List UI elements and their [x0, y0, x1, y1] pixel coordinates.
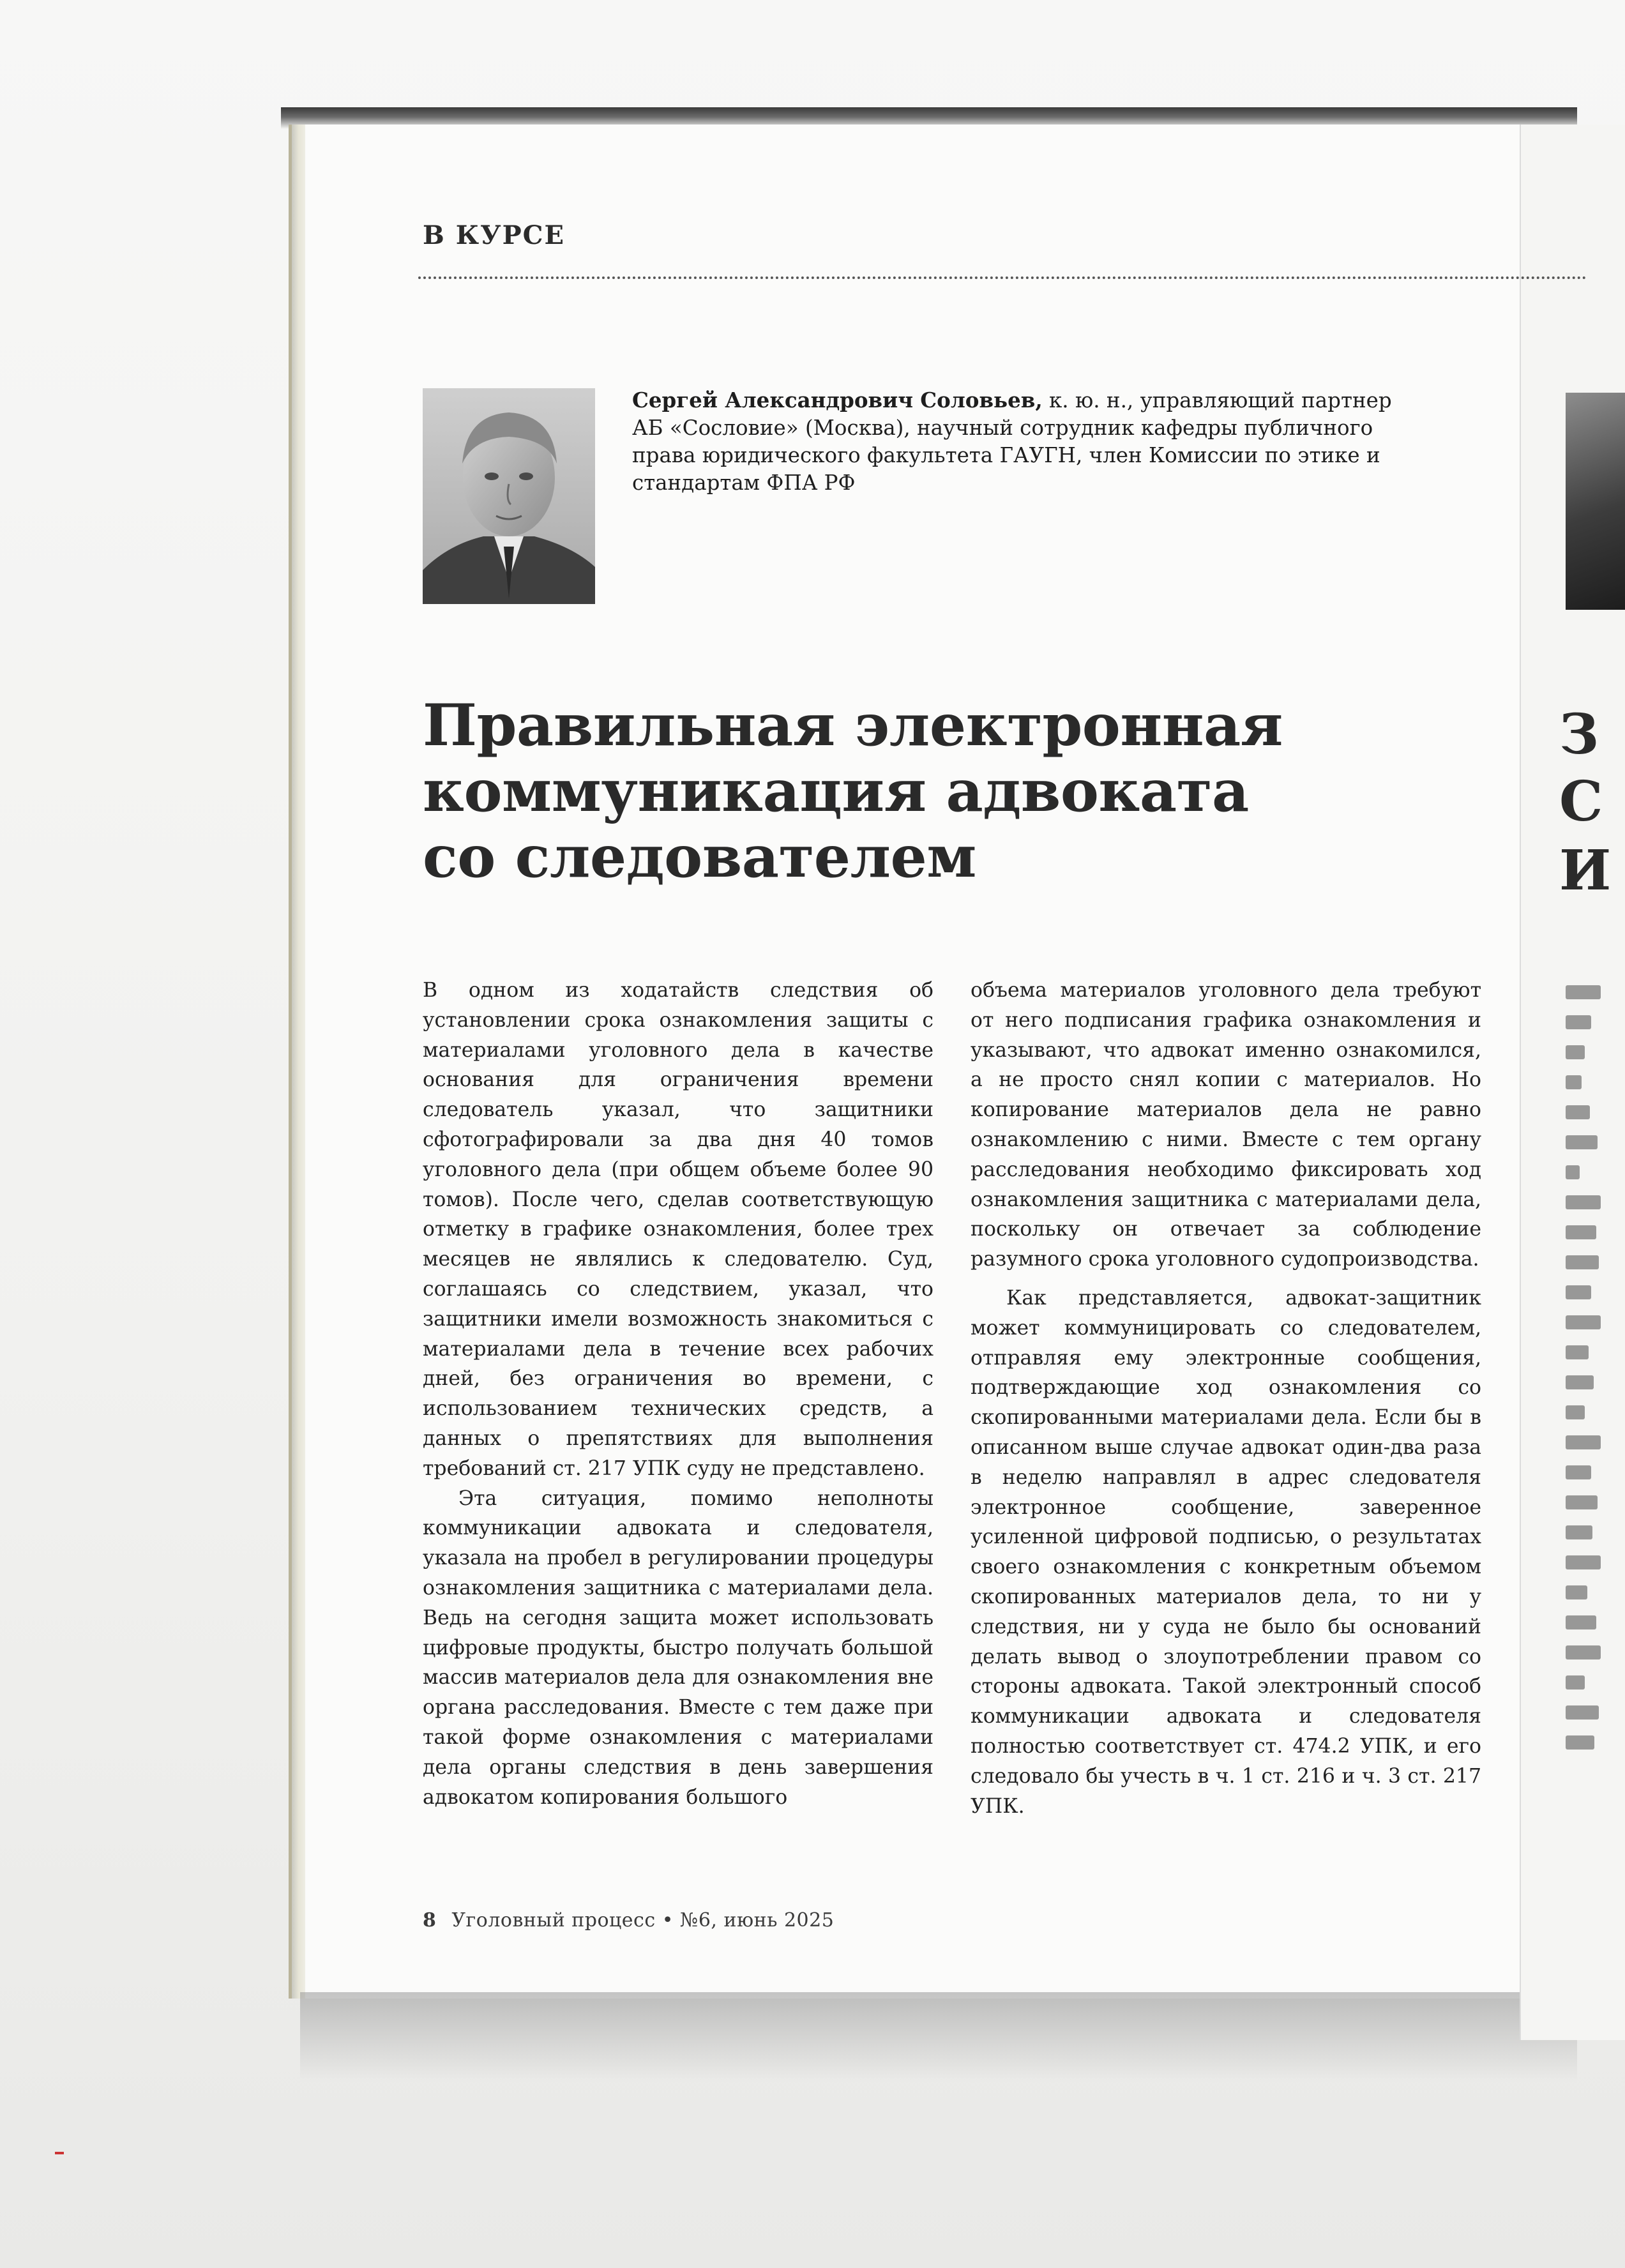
- adjacent-text-line: [1566, 1165, 1580, 1179]
- adjacent-text-line: [1566, 1615, 1596, 1629]
- adjacent-page: [1520, 125, 1625, 2040]
- adjacent-text-line: [1566, 1465, 1591, 1479]
- adjacent-text-line: [1566, 1255, 1599, 1269]
- adjacent-text-line: [1566, 1435, 1601, 1449]
- adjacent-text-line: [1566, 1195, 1601, 1209]
- adjacent-text-line: [1566, 1735, 1594, 1750]
- adjacent-text-line: [1566, 1345, 1589, 1359]
- adjacent-text-line: [1566, 1585, 1587, 1599]
- adjacent-text-line: [1566, 1135, 1598, 1149]
- adjacent-letter-2: С: [1559, 769, 1603, 834]
- adjacent-text-line: [1566, 985, 1601, 999]
- scan-mark: [55, 2152, 64, 2154]
- article-headline: [423, 693, 1508, 890]
- adjacent-text-line: [1566, 1405, 1585, 1419]
- adjacent-text-line: [1566, 1315, 1601, 1329]
- section-divider: [418, 276, 1587, 279]
- body-paragraph: Как представляется, адвокат-защитник может коммуницировать со следователем, отправляя ему электронные сообщения, подтверждающие ход ознакомления со скопированными материалами дела. Если бы в описанном выше случае адвокат один-два раза в неделю направлял в адрес следователя электронное сообщение, заверенное усиленной цифровой подписью, о результатах своего ознакомления с конкретным объемом скопированных материалов дела, то ни у следствия, ни у суда не было бы оснований делать вывод о злоупотреблении правом со стороны адвоката. Такой электронный способ коммуникации адвоката и следователя полностью соответствует ст. 474.2 УПК, и его следовало бы учесть в ч. 1 ст. 216 и ч. 3 ст. 217 УПК.: [971, 1286, 1481, 1818]
- adjacent-text-line: [1566, 1705, 1599, 1720]
- adjacent-letter-3: И: [1559, 838, 1612, 903]
- author-byline: [632, 386, 1424, 497]
- adjacent-photo: [1566, 393, 1625, 610]
- body-paragraph: В одном из ходатайств следствия об установлении срока ознакомления защиты с материалами уголовного дела в качестве основания для ограничения времени следователь указал, что защитники сфотографировали за два дня 40 томов уголовного дела (при общем объеме более 90 томов). После чего, сделав соответствующую отметку в графике ознакомления, более трех месяцев не являлись к следователю. Суд, соглашаясь со следствием, указал, что защитники имели возможность знакомиться с материалами дела в течение всех рабочих дней, без ограничения во времени, с использованием технических средств, а данных о препятствиях для выполнения требований ст. 217 УПК суду не представлено.: [423, 979, 933, 1480]
- adjacent-text-line: [1566, 1495, 1598, 1509]
- headline-line: со следователем: [423, 823, 976, 891]
- headline-line: коммуникация адвоката: [423, 757, 1249, 825]
- adjacent-text-line: [1566, 1105, 1590, 1119]
- adjacent-text-line: [1566, 1525, 1592, 1539]
- headline-line: Правильная электронная: [423, 692, 1283, 759]
- adjacent-text-line: [1566, 1375, 1594, 1389]
- page-footer: [423, 1909, 834, 1932]
- body-column-1: [423, 976, 933, 1812]
- adjacent-text-line: [1566, 1225, 1596, 1239]
- page-bottom-shadow: [300, 1992, 1577, 2082]
- section-label: В КУРСЕ: [423, 220, 565, 250]
- journal-issue: Уголовный процесс • №6, июнь 2025: [451, 1909, 835, 1932]
- author-bio: к. ю. н., управляющий партнер АБ «Сословие» (Москва), научный сотрудник кафедры публичного права юридического факультета ГАУГН, член Комиссии по этике и стандартам ФПА РФ: [632, 388, 1392, 495]
- adjacent-text-line: [1566, 1075, 1582, 1089]
- author-photo: [423, 388, 595, 604]
- body-paragraph: объема материалов уголовного дела требуют от него подписания графика ознакомления и указывают, что адвокат именно ознакомился, а не просто снял копии с материалов. Но копирование материалов дела не равно ознакомлению с ними. Вместе с тем органу расследования необходимо фиксировать ход ознакомления защитника с материалами дела, поскольку он отвечает за соблюдение разумного срока уголовного судопроизводства.: [971, 979, 1481, 1271]
- page-number: 8: [423, 1909, 437, 1932]
- body-paragraph: Эта ситуация, помимо неполноты коммуникации адвоката и следователя, указала на пробел в регулировании процедуры ознакомления защитника с материалами дела. Ведь на сегодня защита может использовать цифровые продукты, быстро получать большой массив материалов дела для ознакомления вне органа расследования. Вместе с тем даже при такой форме ознакомления с материалами дела органы следствия в день завершения адвокатом копирования большого: [423, 1486, 933, 1809]
- adjacent-text-line: [1566, 1555, 1601, 1569]
- adjacent-text-line: [1566, 1015, 1591, 1029]
- adjacent-text-line: [1566, 1045, 1585, 1059]
- body-column-2: [971, 976, 1481, 1821]
- adjacent-letter-1: З: [1559, 702, 1599, 767]
- adjacent-text-line: [1566, 1645, 1601, 1659]
- adjacent-text-line: [1566, 1285, 1591, 1299]
- adjacent-text-line: [1566, 1675, 1585, 1690]
- author-name: Сергей Александрович Соловьев,: [632, 388, 1043, 412]
